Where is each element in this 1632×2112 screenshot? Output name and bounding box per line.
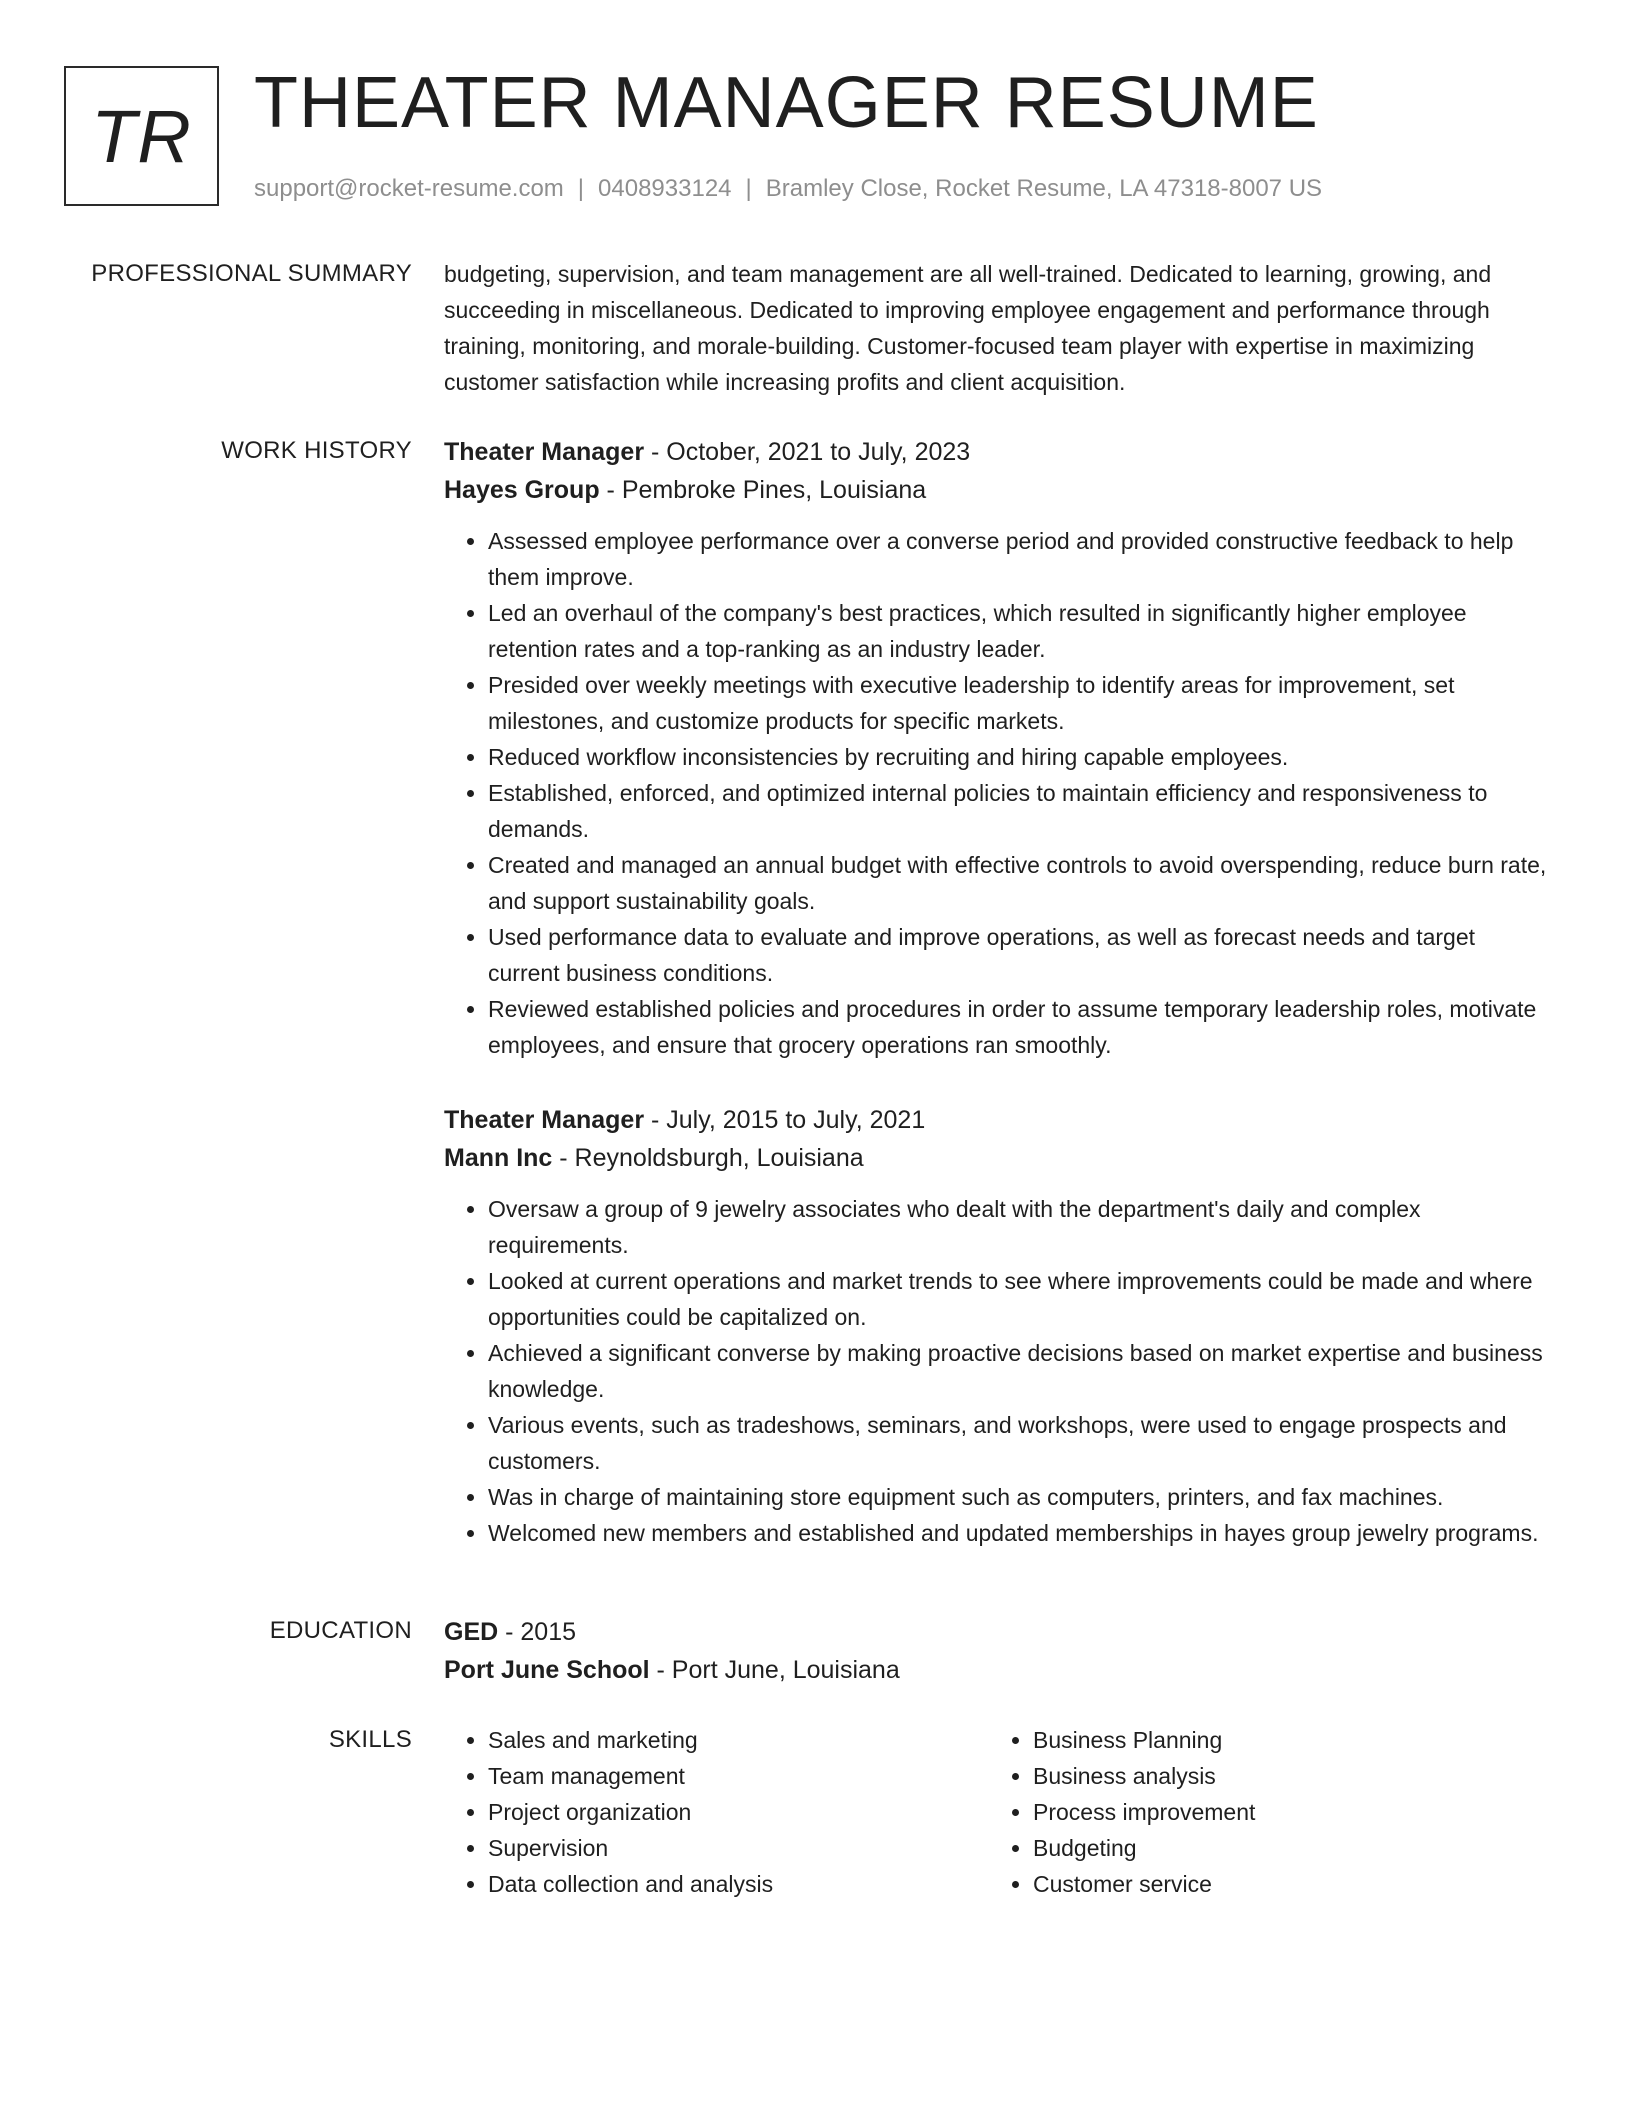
contact-email[interactable]: support@rocket-resume.com — [254, 175, 564, 202]
job-title: Theater Manager — [444, 438, 645, 466]
job-company: Hayes Group — [444, 476, 600, 504]
contact-line — [254, 172, 1322, 206]
job-dates: - July, 2015 to July, 2021 — [644, 1106, 926, 1134]
list-item: • Budgeting — [1033, 1830, 1533, 1866]
job-title-line — [444, 433, 1549, 471]
list-item: • Assessed employee performance over a converse period and provided constructive feedback to help them improve. — [488, 523, 1549, 595]
list-item: • Supervision — [488, 1830, 988, 1866]
skills-list-left — [444, 1722, 988, 1902]
list-item: • Team management — [488, 1758, 988, 1794]
job-location: - Reynoldsburgh, Louisiana — [552, 1144, 864, 1172]
section-label-skills: SKILLS — [328, 1726, 412, 1753]
list-item: • Data collection and analysis — [488, 1866, 988, 1902]
section-label-summary: PROFESSIONAL SUMMARY — [91, 260, 412, 287]
job-entry — [444, 1101, 1549, 1551]
section-label-education: EDUCATION — [269, 1617, 412, 1644]
job-company-line — [444, 471, 1549, 509]
list-item: • Reduced workflow inconsistencies by recruiting and hiring capable employees. — [488, 739, 1549, 775]
skills-list-right — [989, 1722, 1533, 1902]
education-degree-line — [444, 1613, 1549, 1651]
page-title: THEATER MANAGER RESUME — [254, 63, 1319, 143]
job-location: - Pembroke Pines, Louisiana — [599, 476, 927, 504]
section-label-work-history: WORK HISTORY — [221, 437, 412, 464]
list-item: • Customer service — [1033, 1866, 1533, 1902]
job-company: Mann Inc — [444, 1144, 553, 1172]
list-item: • Looked at current operations and market trends to see where improvements could be made and where opportunities could be capitalized on. — [488, 1263, 1549, 1335]
education-year: - 2015 — [498, 1618, 577, 1646]
list-item: • Sales and marketing — [488, 1722, 988, 1758]
list-item: • Business analysis — [1033, 1758, 1533, 1794]
education-degree: GED — [444, 1618, 499, 1646]
list-item: • Achieved a significant converse by making proactive decisions based on market expertise and business knowledge. — [488, 1335, 1549, 1407]
work-history-body — [444, 433, 1549, 1551]
list-item: • Various events, such as tradeshows, seminars, and workshops, were used to engage prospects and customers. — [488, 1407, 1549, 1479]
job-dates: - October, 2021 to July, 2023 — [644, 438, 971, 466]
job-title: Theater Manager — [444, 1106, 645, 1134]
job-company-line — [444, 1139, 1549, 1177]
list-item: • Reviewed established policies and procedures in order to assume temporary leadership roles, motivate employees, and ensure that grocery operations ran smoothly. — [488, 991, 1549, 1063]
list-item: • Led an overhaul of the company's best practices, which resulted in significantly higher employee retention rates and a top-ranking as an industry leader. — [488, 595, 1549, 667]
education-school-line — [444, 1651, 1549, 1689]
list-item: • Established, enforced, and optimized internal policies to maintain efficiency and responsiveness to demands. — [488, 775, 1549, 847]
contact-separator: | — [577, 175, 585, 202]
summary-text: budgeting, supervision, and team management are all well-trained. Dedicated to learning, growing, and succeeding in miscellaneous. Dedicated to improving employee engagement and performance through training, monitoring, and morale-building. Customer-focused team player with expertise in maximizing customer satisfaction while increasing profits and client acquisition. — [444, 261, 1492, 395]
list-item: • Oversaw a group of 9 jewelry associates who dealt with the department's daily and complex requirements. — [488, 1191, 1549, 1263]
monogram-logo: TR — [64, 66, 219, 206]
list-item: • Welcomed new members and established and updated memberships in hayes group jewelry programs. — [488, 1515, 1549, 1551]
list-item: • Process improvement — [1033, 1794, 1533, 1830]
contact-separator: | — [745, 175, 752, 202]
summary-body — [444, 256, 1549, 400]
job-bullets — [444, 523, 1549, 1063]
contact-address: Bramley Close, Rocket Resume, LA 47318-8007 US — [765, 175, 1323, 202]
education-school: Port June School — [444, 1656, 650, 1684]
list-item: • Presided over weekly meetings with executive leadership to identify areas for improvement, set milestones, and customize products for specific markets. — [488, 667, 1549, 739]
list-item: • Was in charge of maintaining store equipment such as computers, printers, and fax machines. — [488, 1479, 1549, 1515]
education-body — [444, 1613, 1549, 1689]
list-item: • Business Planning — [1033, 1722, 1533, 1758]
job-entry — [444, 433, 1549, 1063]
list-item: • Created and managed an annual budget with effective controls to avoid overspending, reduce burn rate, and support sustainability goals. — [488, 847, 1549, 919]
contact-phone[interactable]: 0408933124 — [598, 175, 732, 202]
list-item: • Project organization — [488, 1794, 988, 1830]
list-item: • Used performance data to evaluate and improve operations, as well as forecast needs and target current business conditions. — [488, 919, 1549, 991]
education-location: - Port June, Louisiana — [649, 1656, 900, 1684]
job-bullets — [444, 1191, 1549, 1551]
job-title-line — [444, 1101, 1549, 1139]
